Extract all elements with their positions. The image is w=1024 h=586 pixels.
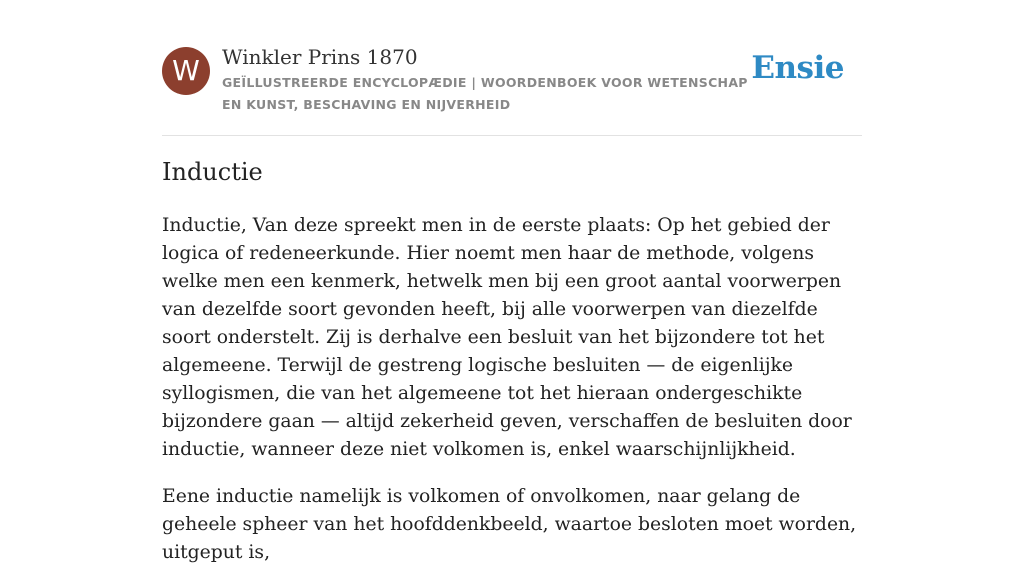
article-paragraph: Eene inductie namelijk is volkomen of onvolkomen, naar gelang de geheele spheer van het hoofddenkbeeld, waartoe besloten moet worden, uitgeput is,	[162, 486, 857, 563]
article-title: Inductie	[162, 158, 263, 186]
source-subtitle: GEÏLLUSTREERDE ENCYCLOPÆDIE | WOORDENBOEK VOOR WETENSCHAP EN KUNST, BESCHAVING EN NIJVERHEID	[222, 75, 748, 112]
source-avatar[interactable]: W	[162, 47, 210, 95]
source-title[interactable]: Winkler Prins 1870	[222, 45, 418, 69]
ensie-logo[interactable]: Ensie	[751, 50, 844, 86]
content-container	[162, 0, 862, 563]
article-paragraph: Inductie, Van deze spreekt men in de eerste plaats: Op het gebied der logica of redeneerkunde. Hier noemt men haar de methode, volgens welke men een kenmerk, hetwelk men bij een groot aantal voorwerpen van dezelfde soort gevonden heeft, bij alle voorwerpen van diezelfde soort onderstelt. Zij is derhalve een besluit van het bijzondere tot het algemeene. Terwijl de gestreng logische besluiten — de eigenlijke syllogismen, die van het algemeene tot het hieraan ondergeschikte bijzondere gaan — altijd zekerheid geven, verschaffen de besluiten door inductie, wanneer deze niet volkomen is, enkel waarschijnlijkheid.	[162, 215, 852, 460]
source-header	[162, 0, 862, 136]
article-body	[162, 212, 862, 586]
